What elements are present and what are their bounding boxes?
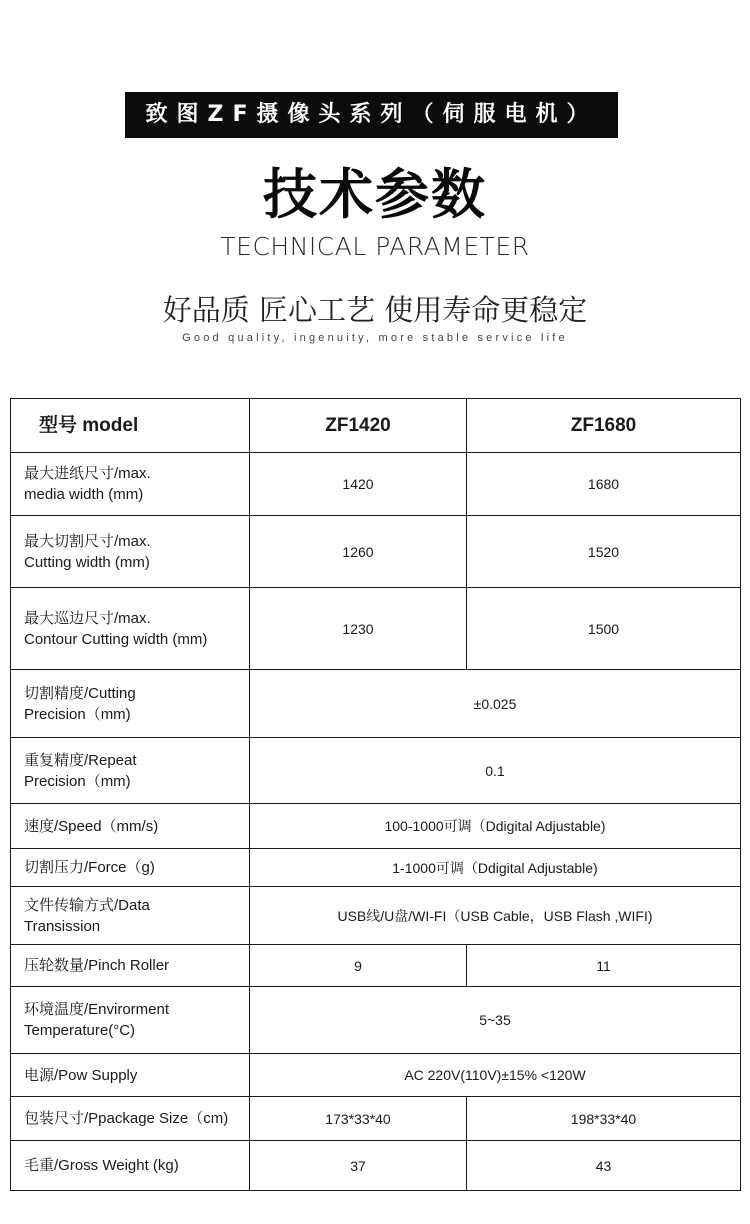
cell-value: AC 220V(110V)±15% <120W <box>250 1054 741 1097</box>
cell-value: ±0.025 <box>250 670 741 738</box>
page-subtitle: TECHNICAL PARAMETER <box>220 232 530 261</box>
row-label: 最大巡边尺寸/max. Contour Cutting width (mm) <box>11 588 250 670</box>
row-label: 切割压力/Force（g) <box>11 849 250 887</box>
slogan-chinese: 好品质 匠心工艺 使用寿命更稳定 <box>162 293 588 327</box>
cell-value: 1520 <box>467 516 741 588</box>
cell-value: 1-1000可调（Ddigital Adjustable) <box>250 849 741 887</box>
cell-value: 198*33*40 <box>467 1097 741 1141</box>
table-row <box>11 887 741 945</box>
cell-value: 1420 <box>250 453 467 516</box>
row-label: 最大进纸尺寸/max. media width (mm) <box>11 453 250 516</box>
row-label: 最大切割尺寸/max. Cutting width (mm) <box>11 516 250 588</box>
table-row <box>11 670 741 738</box>
table-row <box>11 588 741 670</box>
cell-value: 43 <box>467 1141 741 1191</box>
table-row <box>11 453 741 516</box>
cell-value: 0.1 <box>250 738 741 804</box>
table-row <box>11 945 741 987</box>
header-model-label: 型号 model <box>11 399 250 453</box>
cell-value: USB线/U盘/WI-FI（USB Cable，USB Flash ,WIFI) <box>250 887 741 945</box>
cell-value: 1500 <box>467 588 741 670</box>
slogan-english: Good quality, ingenuity, more stable service life <box>182 332 568 344</box>
row-label: 切割精度/Cutting Precision（mm) <box>11 670 250 738</box>
row-label: 重复精度/Repeat Precision（mm) <box>11 738 250 804</box>
row-label: 包装尺寸/Ppackage Size（cm) <box>11 1097 250 1141</box>
table-row <box>11 516 741 588</box>
table-row <box>11 849 741 887</box>
row-label: 文件传输方式/Data Transission <box>11 887 250 945</box>
row-label: 电源/Pow Supply <box>11 1054 250 1097</box>
row-label: 毛重/Gross Weight (kg) <box>11 1141 250 1191</box>
row-label: 速度/Speed（mm/s) <box>11 804 250 849</box>
table-row <box>11 1141 741 1191</box>
cell-value: 37 <box>250 1141 467 1191</box>
cell-value: 5~35 <box>250 987 741 1054</box>
cell-value: 1260 <box>250 516 467 588</box>
cell-value: 100-1000可调（Ddigital Adjustable) <box>250 804 741 849</box>
series-banner: 致图ZF摄像头系列（伺服电机） <box>125 92 618 138</box>
table-row <box>11 987 741 1054</box>
table-row <box>11 1054 741 1097</box>
page-title: 技术参数 <box>263 163 487 226</box>
cell-value: 173*33*40 <box>250 1097 467 1141</box>
table-row <box>11 738 741 804</box>
header-zf1680: ZF1680 <box>467 399 741 453</box>
cell-value: 9 <box>250 945 467 987</box>
header-zf1420: ZF1420 <box>250 399 467 453</box>
table-row <box>11 804 741 849</box>
table-header-row <box>11 399 741 453</box>
cell-value: 11 <box>467 945 741 987</box>
spec-table <box>10 398 741 1191</box>
row-label: 环境温度/Envirorment Temperature(°C) <box>11 987 250 1054</box>
row-label: 压轮数量/Pinch Roller <box>11 945 250 987</box>
table-row <box>11 1097 741 1141</box>
cell-value: 1680 <box>467 453 741 516</box>
cell-value: 1230 <box>250 588 467 670</box>
